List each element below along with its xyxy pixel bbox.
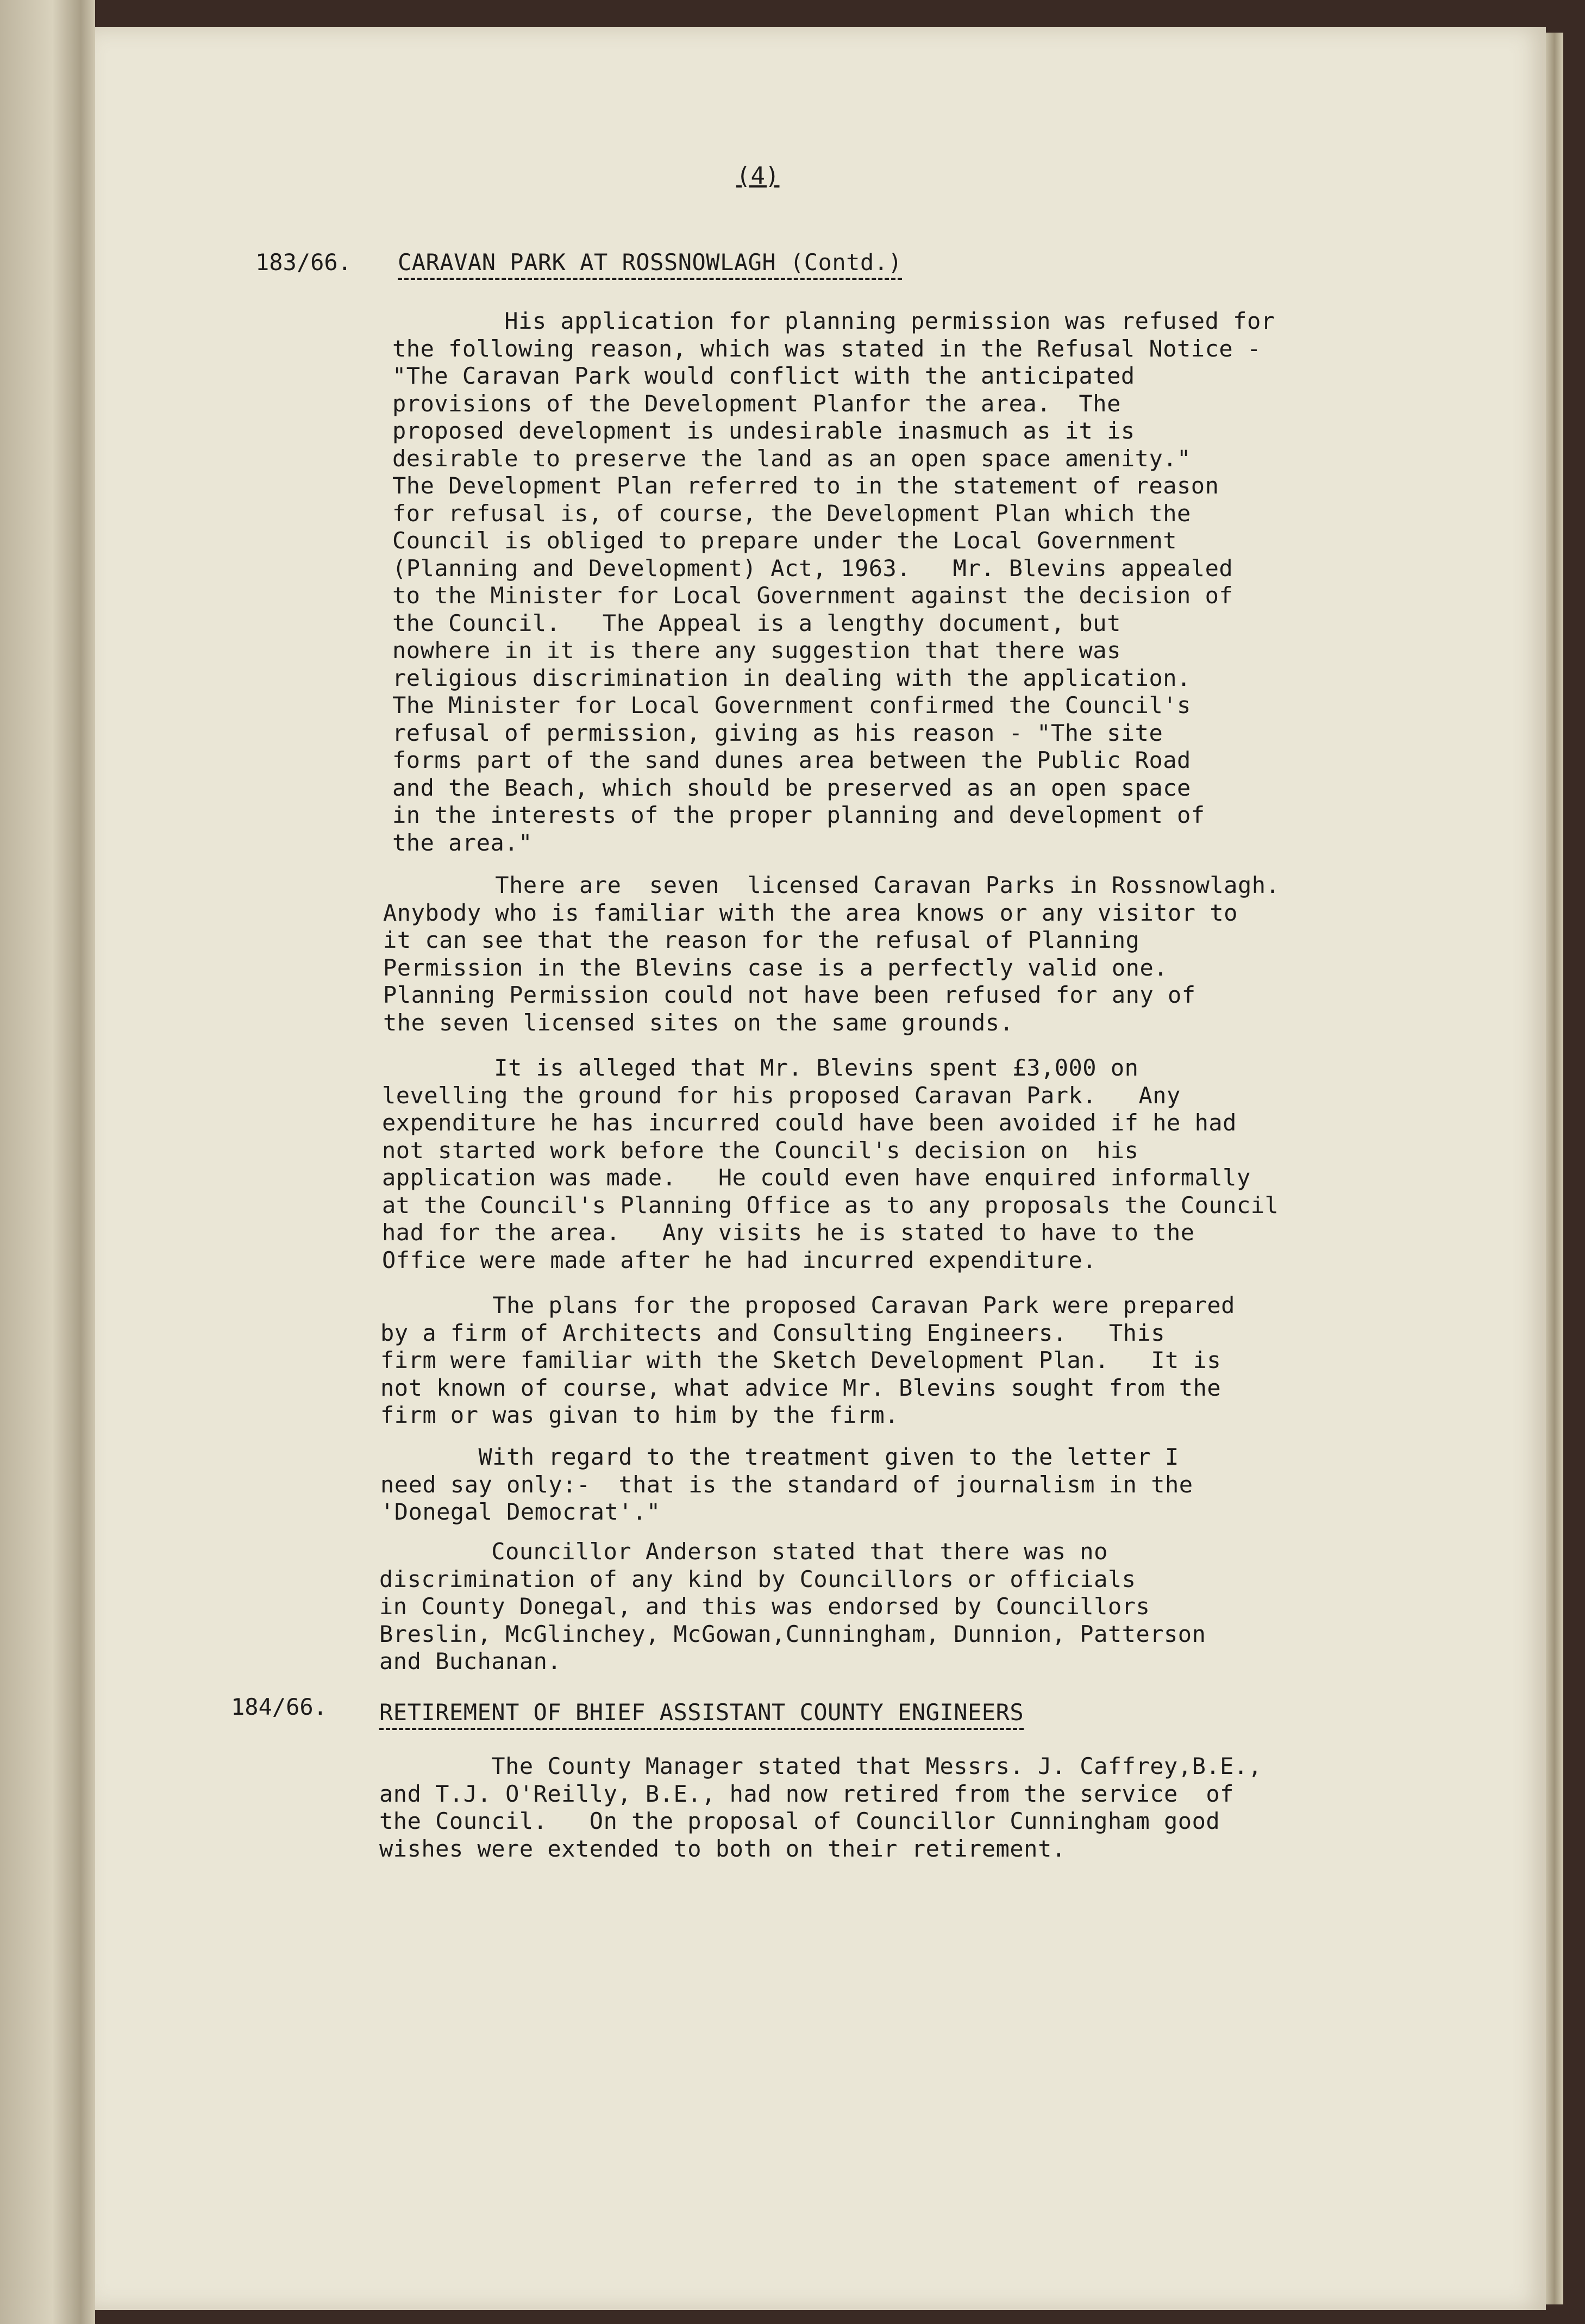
paragraph: There are seven licensed Caravan Parks in Rossnowlagh. Anybody who is familiar with the area knows or any visitor to it can see that the reason for the refusal of Planning Permission in the Blevins case is a perfectly valid one. Planning Permission could not have been refused for any of the seven licensed sites on the same grounds. xyxy=(383,872,1280,1036)
minute-number: 184/66. xyxy=(231,1694,328,1720)
paragraph: Councillor Anderson stated that there was no discrimination of any kind by Councillors or officials in County Donegal, and this was endorsed by Councillors Breslin, McGlinchey, McGowan,Cunningham, Dunnion, Patterson and Buchanan. xyxy=(379,1538,1206,1675)
paragraph: With regard to the treatment given to the letter I need say only:- that is the standard of journalism in the 'Donegal Democrat'." xyxy=(380,1444,1193,1525)
paragraph: It is alleged that Mr. Blevins spent £3,000 on levelling the ground for his proposed Caravan Park. Any expenditure he has incurred could have been avoided if he had not started work before the Council's decision on his application was made. He could even have enquired informally at the Council's Planning Office as to any proposals the Council had for the area. Any visits he is stated to have to the Office were made after he had incurred expenditure. xyxy=(382,1054,1279,1273)
section-heading: RETIREMENT OF BHIEF ASSISTANT COUNTY ENGINEERS xyxy=(379,1699,1024,1730)
page-number: (4) xyxy=(736,162,780,190)
minute-number: 183/66. xyxy=(255,249,352,276)
paragraph: His application for planning permission was refused for the following reason, which was stated in the Refusal Notice - "The Caravan Park would conflict with the anticipated provisions of the Development Planfor the area. The proposed development is undesirable inasmuch as it is desirable to preserve the land as an open space amenity." The Development Plan referred to in the statement of reason for refusal is, of course, the Development Plan which the Council is obliged to prepare under the Local Government (Planning and Development) Act, 1963. Mr. Blevins appealed to the Minister for Local Government against the decision of the Council. The Appeal is a lengthy document, but nowhere in it is there any suggestion that there was religious discrimination in dealing with the application. The Minister for Local Government confirmed the Council's refusal of permission, giving as his reason - "The site forms part of the sand dunes area between the Public Road and the Beach, which should be preserved as an open space in the interests of the proper planning and development of the area." xyxy=(392,308,1275,856)
section-heading: CARAVAN PARK AT ROSSNOWLAGH (Contd.) xyxy=(398,249,902,280)
paragraph: The plans for the proposed Caravan Park were prepared by a firm of Architects and Consulting Engineers. This firm were familiar with the Sketch Development Plan. It is not known of course, what advice Mr. Blevins sought from the firm or was givan to him by the firm. xyxy=(380,1292,1235,1428)
book-binding-edge xyxy=(0,0,95,2324)
paragraph: The County Manager stated that Messrs. J. Caffrey,B.E., and T.J. O'Reilly, B.E., had now retired from the service of the Council. On the proposal of Councillor Cunningham good wishes were extended to both on their retirement. xyxy=(379,1753,1262,1862)
page-stack-edge xyxy=(1546,33,1563,2304)
